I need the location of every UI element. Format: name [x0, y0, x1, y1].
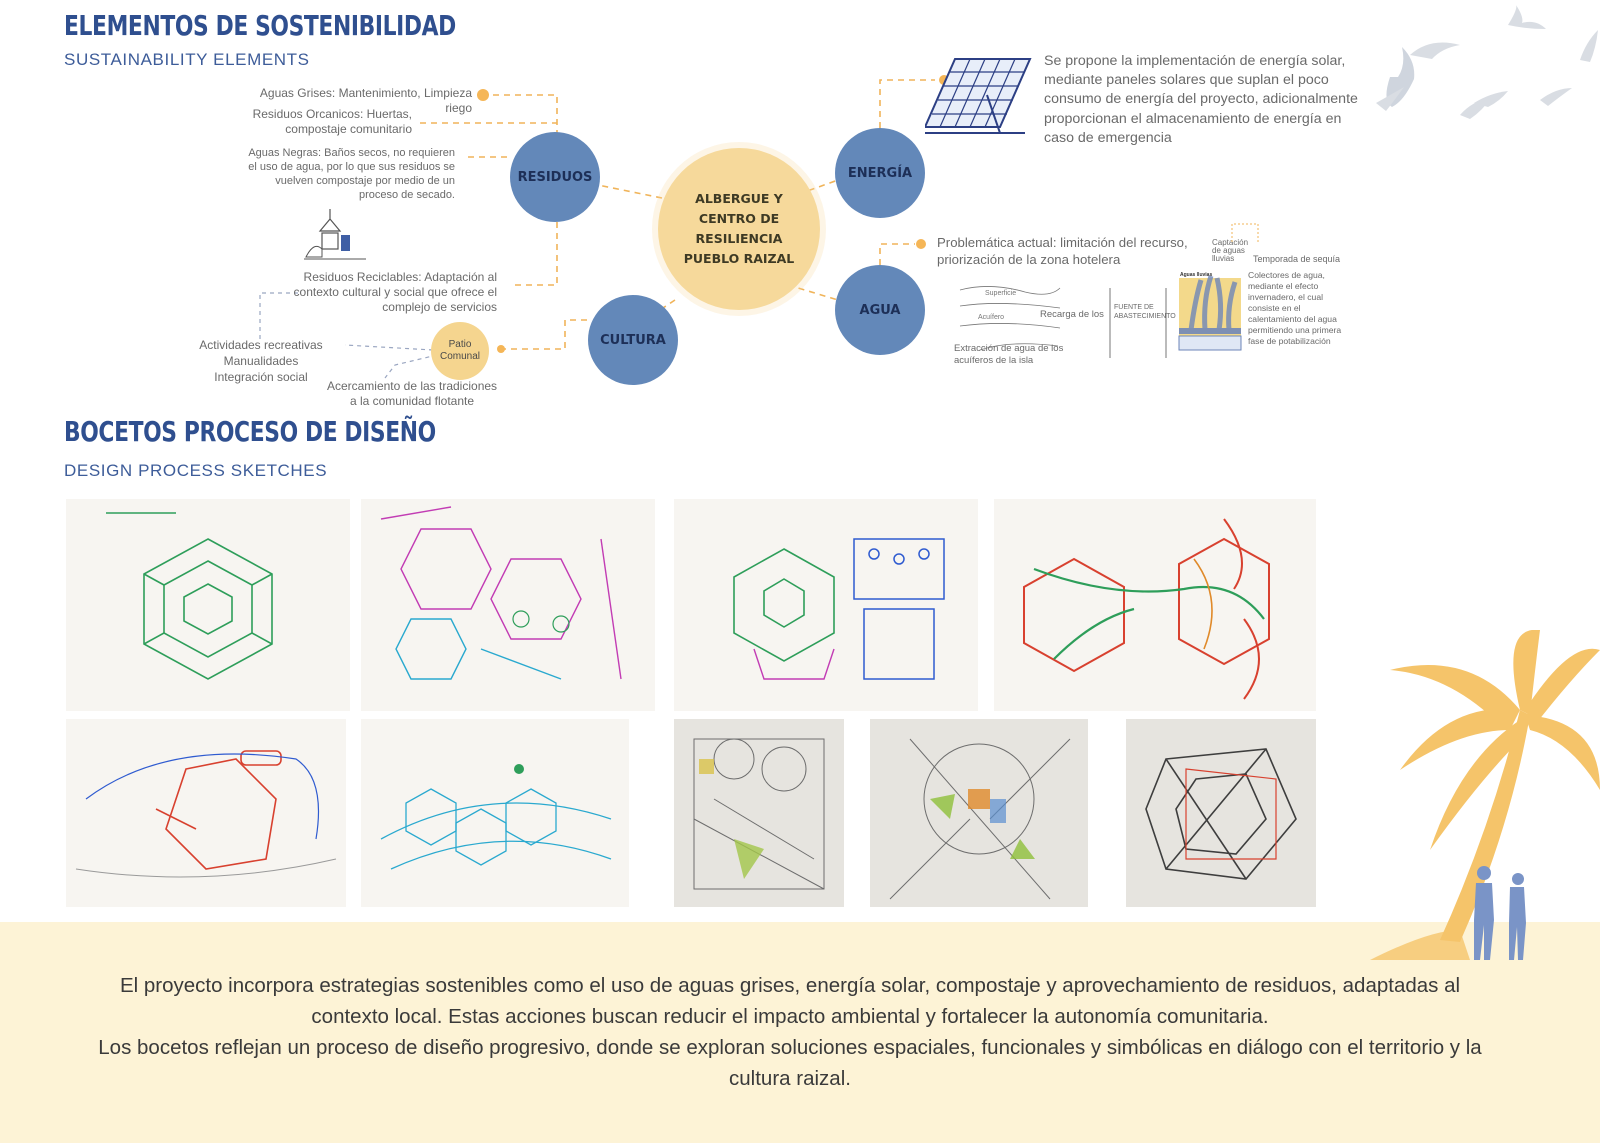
note-actividades: Actividades recreativas Manualidades Integración social — [199, 338, 323, 384]
sketch-3-drawing — [674, 499, 978, 711]
footer-paragraph-2: Los bocetos reflejan un proceso de diseño progresivo, donde se exploran soluciones espaciales, funcionales y simbólicas en diálogo con el territorio y la cultura raizal. — [98, 1036, 1482, 1090]
sketch-9-drawing — [1126, 719, 1316, 907]
note-acercamiento: Acercamiento de las tradiciones a la comunidad flotante — [326, 379, 498, 408]
node-agua: AGUA — [835, 265, 925, 355]
footer-text — [90, 970, 1490, 1094]
sketch-8-drawing — [870, 719, 1088, 907]
note-extraccion: Extracción de agua de los acuíferos de la isla — [954, 343, 1064, 366]
sketch-6-drawing — [361, 719, 629, 907]
node-residuos: RESIDUOS — [510, 132, 600, 222]
water-collector-illustration — [1177, 270, 1243, 352]
label-aguas-lluvias: Aguas lluvias — [1180, 272, 1213, 278]
note-residuos-organicos: Residuos Orcanicos: Huertas, compostaje comunitario — [252, 107, 412, 136]
note-energia-solar: Se propone la implementación de energía solar, mediante paneles solares que suplan el poco consumo de energía del proyecto, adicionalmente proporcionan el almacenamiento de energía en caso de emergencia — [1044, 53, 1358, 146]
note-residuos-reciclables: Residuos Reciclables: Adaptación al contexto cultural y social que ofrece el complejo de servicios — [293, 270, 497, 314]
sketch-7 — [674, 719, 844, 907]
sketch-9 — [1126, 719, 1316, 907]
note-temporada-sequia: Temporada de sequía — [1253, 254, 1341, 264]
sketch-4 — [994, 499, 1316, 711]
dry-toilet-illustration — [300, 205, 370, 263]
sketch-4-drawing — [994, 499, 1316, 711]
center-node-albergue: ALBERGUE Y CENTRO DE RESILIENCIA PUEBLO RAIZAL — [658, 148, 820, 310]
sketch-1 — [66, 499, 350, 711]
note-problematica: Problemática actual: limitación del recurso, priorización de la zona hotelera — [937, 235, 1188, 267]
label-acuifero: Acuífero — [978, 314, 1005, 321]
sketch-5-drawing — [66, 719, 346, 907]
note-aguas-grises: Aguas Grises: Mantenimiento, Limpieza riego — [259, 86, 472, 115]
node-patio-comunal: Patio Comunal — [431, 322, 489, 380]
footer-paragraph-1: El proyecto incorpora estrategias sostenibles como el uso de aguas grises, energía solar, compostaje y aprovechamiento de residuos, adaptadas al contexto local. Estas acciones buscan reducir el impacto ambiental y fortalecer la autonomía comunitaria. — [119, 974, 1461, 1028]
label-superficie: Superficie — [985, 290, 1017, 297]
section-subtitle-sustainability: SUSTAINABILITY ELEMENTS — [64, 50, 310, 69]
solar-panel-illustration — [925, 55, 1035, 140]
note-fuente-abastecimiento: FUENTE DE ABASTECIMIENTO — [1114, 304, 1176, 320]
sketch-2-drawing — [361, 499, 655, 711]
sketch-2 — [361, 499, 655, 711]
section-subtitle-sketches: DESIGN PROCESS SKETCHES — [64, 461, 328, 480]
sketch-1-drawing — [66, 499, 350, 711]
captacion-bracket — [1230, 222, 1260, 244]
node-energia: ENERGÍA — [835, 128, 925, 218]
sketch-5 — [66, 719, 346, 907]
note-aguas-negras: Aguas Negras: Baños secos, no requieren el uso de agua, por lo que sus residuos se vuelven compostaje por medio de un proceso de secado. — [248, 147, 455, 201]
node-cultura: CULTURA — [588, 295, 678, 385]
sketch-7-drawing — [674, 719, 844, 907]
note-captacion: Captación de aguas lluvias — [1212, 238, 1249, 263]
people-silhouettes — [1466, 865, 1536, 965]
section-title-sustainability: ELEMENTOS DE SOSTENIBILIDAD — [64, 9, 456, 42]
note-recarga: Recarga de los — [1040, 309, 1104, 320]
sketch-8 — [870, 719, 1088, 907]
sketch-6 — [361, 719, 629, 907]
note-colectores: Colectores de agua, mediante el efecto invernadero, el cual consiste en el calentamiento del agua permitiendo una primera fase de potabilización — [1248, 270, 1342, 346]
sketch-3 — [674, 499, 978, 711]
section-title-sketches: BOCETOS PROCESO DE DISEÑO — [64, 415, 436, 448]
birds-decoration — [1310, 5, 1600, 145]
